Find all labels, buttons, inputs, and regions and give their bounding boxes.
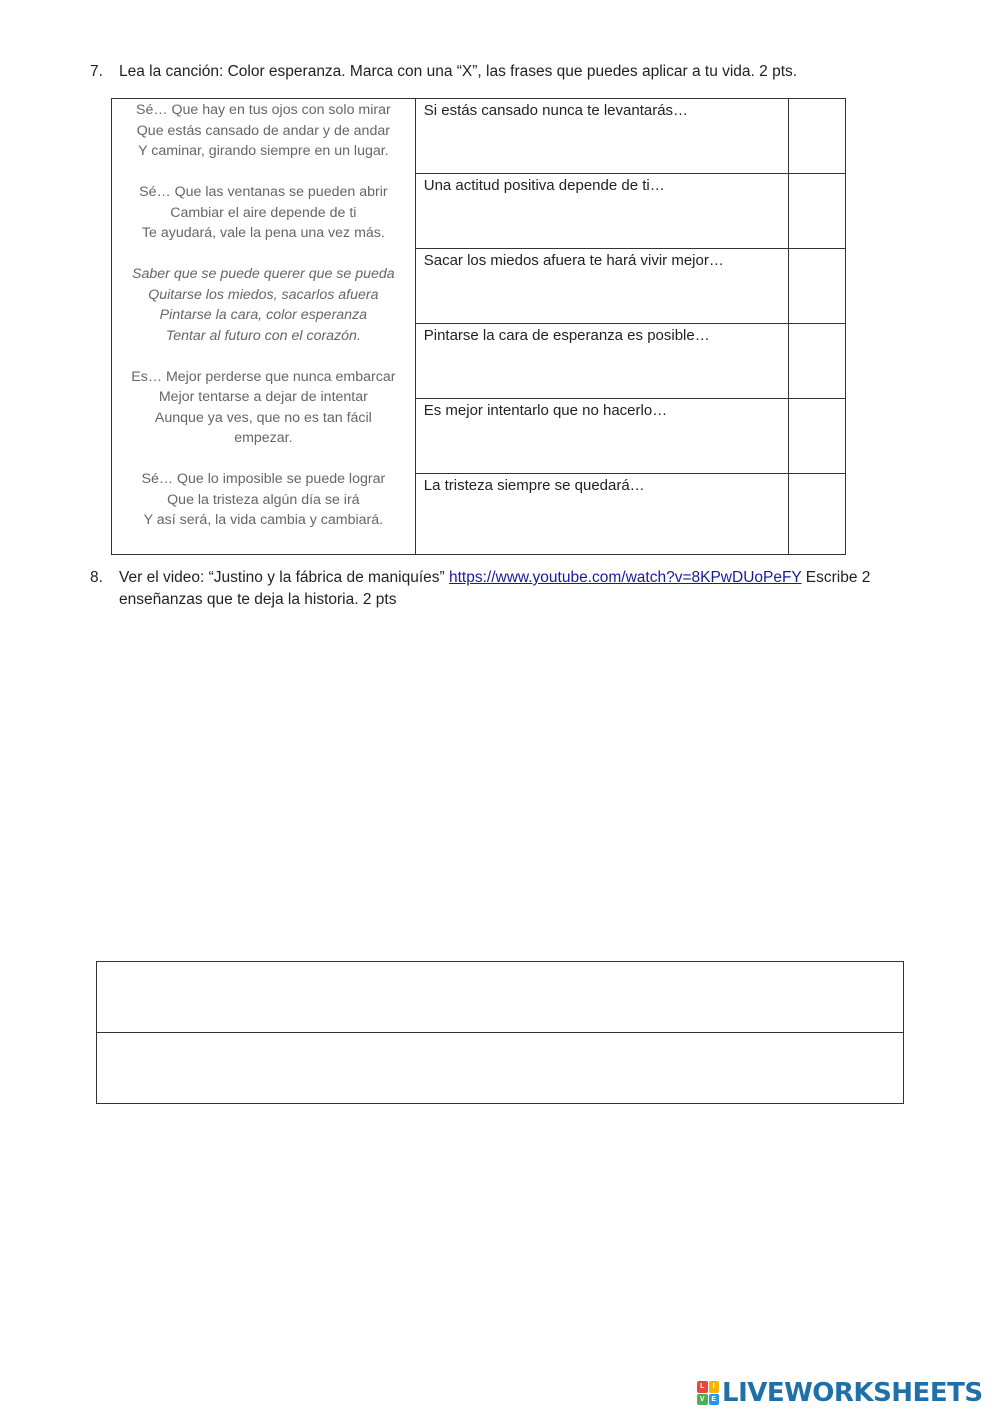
question-8-text xyxy=(119,567,949,611)
phrase-cell-6: La tristeza siempre se quedará… xyxy=(415,474,788,555)
mark-cell-3[interactable] xyxy=(788,249,845,324)
lyrics-stanza-3 xyxy=(116,264,411,346)
lyric-line: Sé… Que lo imposible se puede lograr xyxy=(141,471,386,487)
phrase-cell-5: Es mejor intentarlo que no hacerlo… xyxy=(415,399,788,474)
lyric-line: empezar. xyxy=(234,430,293,446)
lyric-line: Te ayudará, vale la pena una vez más. xyxy=(141,225,385,241)
lyric-line: Sé… Que las ventanas se pueden abrir xyxy=(139,184,388,200)
song-table xyxy=(111,98,846,555)
lyric-line: Quitarse los miedos, sacarlos afuera xyxy=(148,286,379,303)
lyric-line: Mejor tentarse a dejar de intentar xyxy=(158,389,368,405)
video-link[interactable]: https://www.youtube.com/watch?v=8KPwDUoPeFY xyxy=(448,569,802,586)
lyric-line: Tentar al futuro con el corazón. xyxy=(165,327,361,344)
question-8-text-after: Escribe 2 enseñanzas que te deja la historia. 2 pts xyxy=(119,569,871,608)
answer-row-1[interactable] xyxy=(97,962,903,1032)
logo-icon-letter: L xyxy=(697,1381,708,1393)
mark-cell-2[interactable] xyxy=(788,174,845,249)
lyrics-stanza-1 xyxy=(116,100,411,162)
lyric-line: Pintarse la cara, color esperanza xyxy=(159,307,368,323)
mark-cell-6[interactable] xyxy=(788,474,845,555)
lyric-line: Y caminar, girando siempre en un lugar. xyxy=(138,143,389,159)
lyric-line: Cambiar el aire depende de ti xyxy=(170,204,357,221)
answer-box xyxy=(96,961,904,1104)
logo-icon-letter: I xyxy=(709,1381,720,1393)
logo-text: LIVEWORKSHEETS xyxy=(722,1378,983,1408)
phrase-cell-1: Si estás cansado nunca te levantarás… xyxy=(415,99,788,174)
lyric-line: Saber que se puede querer que se pueda xyxy=(132,266,395,282)
lyrics-cell xyxy=(112,99,416,555)
lyrics-stanza-5 xyxy=(116,469,411,531)
question-7-number: 7. xyxy=(90,63,103,80)
lyrics-stanza-4 xyxy=(116,367,411,449)
phrase-cell-4: Pintarse la cara de esperanza es posible… xyxy=(415,324,788,399)
lyric-line: Que estás cansado de andar y de andar xyxy=(136,122,390,139)
phrase-cell-3: Sacar los miedos afuera te hará vivir mejor… xyxy=(415,249,788,324)
logo-icon xyxy=(697,1381,719,1405)
phrase-cell-2: Una actitud positiva depende de ti… xyxy=(415,174,788,249)
question-8-number: 8. xyxy=(90,569,103,586)
lyrics-stanza-2 xyxy=(116,182,411,244)
mark-cell-4[interactable] xyxy=(788,324,845,399)
answer-row-2[interactable] xyxy=(97,1032,903,1103)
table-row xyxy=(112,99,846,174)
lyric-line: Aunque ya ves, que no es tan fácil xyxy=(154,409,372,426)
liveworksheets-logo xyxy=(697,1378,983,1408)
mark-cell-1[interactable] xyxy=(788,99,845,174)
logo-icon-letter: E xyxy=(709,1394,720,1406)
lyric-line: Es… Mejor perderse que nunca embarcar xyxy=(131,368,396,385)
mark-cell-5[interactable] xyxy=(788,399,845,474)
lyric-line: Sé… Que hay en tus ojos con solo mirar xyxy=(136,102,391,118)
logo-icon-letter: V xyxy=(697,1394,708,1406)
question-8-text-before: Ver el video: “Justino y la fábrica de maniquíes” xyxy=(119,569,449,586)
lyric-line: Que la tristeza algún día se irá xyxy=(167,491,360,508)
lyric-line: Y así será, la vida cambia y cambiará. xyxy=(143,512,384,528)
question-7-text: Lea la canción: Color esperanza. Marca con una “X”, las frases que puedes aplicar a tu vida. 2 pts. xyxy=(119,63,798,80)
